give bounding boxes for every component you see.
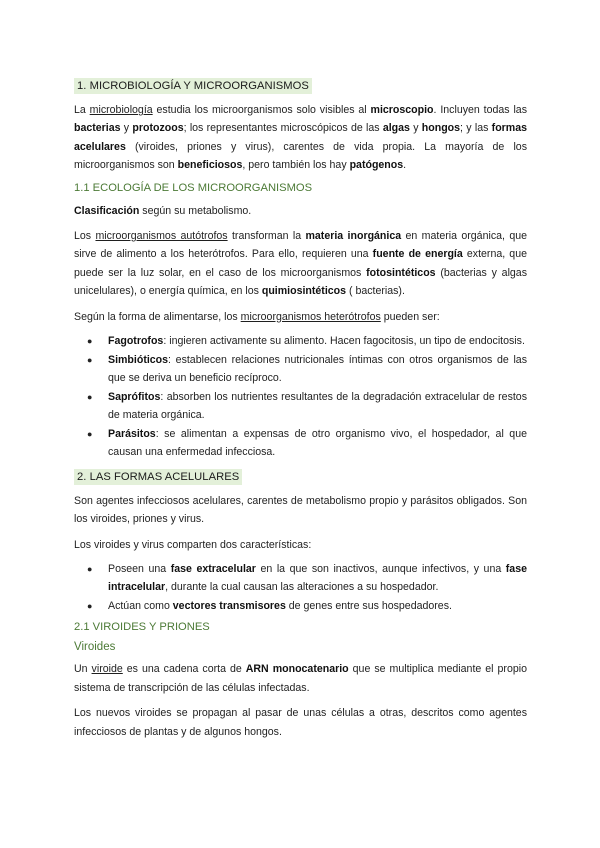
paragraph-viroide: Un viroide es una cadena corta de ARN monocatenario que se multiplica mediante el propio sistema de transcripción de las células infectadas.	[74, 663, 527, 694]
list-item: ● Poseen una fase extracelular en la que son inactivos, aunque infectivos, y una fase intracelular, durante la cual causan las alteraciones a su hospedador.	[87, 563, 527, 593]
paragraph-caracteristicas: Los viroides y virus comparten dos características:	[74, 538, 312, 551]
bullet-icon: ●	[87, 336, 93, 347]
paragraph-autotrofos: Los microorganismos autótrofos transforman la materia inorgánica en materia orgánica, que sirve de alimento a los heterótrofos. Para ello, requieren una fuente de energía externa, que puede ser la luz solar, en el caso de los microorganismos fotosintéticos (bacterias y algas unicelulares), o energía química, en los quimiosintéticos ( bacterias).	[74, 230, 527, 298]
list-item: ● Fagotrofos: ingieren activamente su alimento. Hacen fagocitosis, un tipo de endocitosis.	[74, 333, 527, 350]
bullet-icon: ●	[87, 429, 93, 440]
list-heterotrofos	[74, 333, 527, 461]
paragraph-propagacion: Los nuevos viroides se propagan al pasar de unas células a otras, descritos como agentes infecciosos de plantas y de algunos hongos.	[74, 707, 527, 738]
list-item: ● Saprófitos: absorben los nutrientes resultantes de la degradación extracelular de restos de materia orgánica.	[87, 391, 527, 421]
heading-microbiologia: 1. MICROBIOLOGÍA Y MICROORGANISMOS	[74, 78, 312, 94]
heading-formas-acelulares: 2. LAS FORMAS ACELULARES	[74, 469, 242, 485]
bullet-icon: ●	[87, 355, 93, 366]
list-item: ● Actúan como vectores transmisores de genes entre sus hospedadores.	[74, 598, 527, 615]
list-item: ● Parásitos: se alimentan a expensas de otro organismo vivo, el hospedador, al que causan una enfermedad infecciosa.	[87, 428, 527, 458]
list-caracteristicas	[74, 561, 527, 615]
subheading-viroides: Viroides	[74, 641, 116, 654]
bullet-icon: ●	[87, 564, 93, 575]
bullet-icon: ●	[87, 600, 93, 611]
document-page	[74, 76, 527, 748]
paragraph-agentes: Son agentes infecciosos acelulares, carentes de metabolismo propio y parásitos obligados. Son los viroides, priones y virus.	[74, 494, 527, 526]
paragraph-microbiologia: La microbiología estudia los microorganismos solo visibles al microscopio. Incluyen todas las bacterias y protozoos; los representantes microscópicos de las algas y hongos; y las formas acelulares (viroides, priones y virus), carentes de vida propia. La mayoría de los microorganismos son beneficiosos, pero también los hay patógenos.	[74, 104, 527, 172]
paragraph-clasificacion: Clasificación según su metabolismo.	[74, 204, 252, 217]
heading-viroides-priones: 2.1 VIROIDES Y PRIONES	[74, 621, 210, 634]
heading-ecologia: 1.1 ECOLOGÍA DE LOS MICROORGANISMOS	[74, 181, 313, 194]
paragraph-heterotrofos: Según la forma de alimentarse, los microorganismos heterótrofos pueden ser:	[74, 310, 440, 323]
bullet-icon: ●	[87, 392, 93, 403]
list-item: ● Simbióticos: establecen relaciones nutricionales íntimas con otros organismos de las que se deriva un beneficio recíproco.	[87, 354, 527, 384]
